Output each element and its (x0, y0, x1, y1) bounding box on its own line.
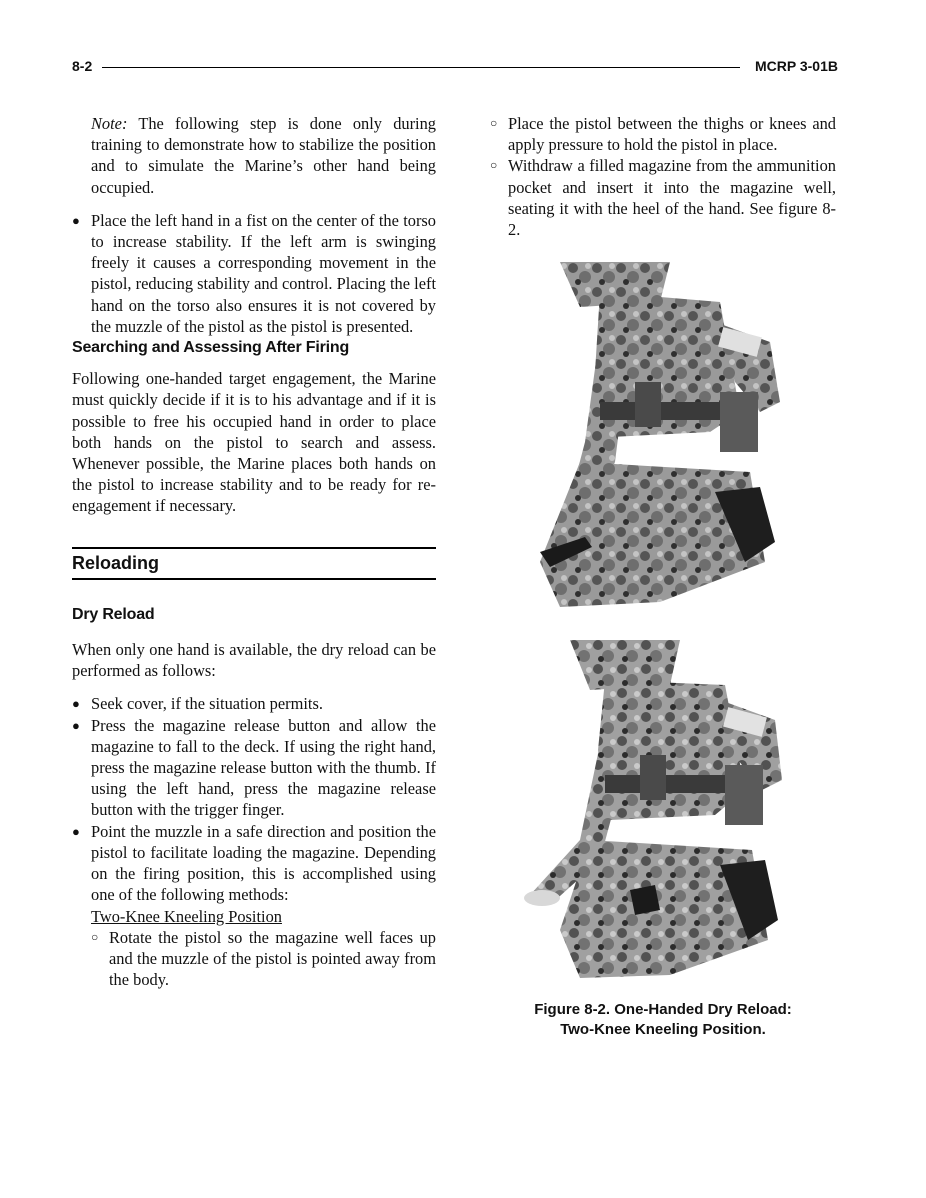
figure-photo-bottom (520, 640, 788, 978)
sub-step-withdraw: ○ Withdraw a filled magazine from the ammunition pocket and insert it into the magazine well, seating it with the heel of the hand. See figure 8-2. (490, 155, 836, 240)
dry-reload-heading: Dry Reload (72, 605, 155, 623)
method-sub-steps (91, 927, 436, 991)
note-text: The following step is done only during training to demonstrate how to stabilize the position and to simulate the Marine’s other hand being occupied. (91, 114, 436, 197)
caption-line-1: Figure 8-2. One-Handed Dry Reload: (534, 1001, 792, 1018)
dry-reload-intro: When only one hand is available, the dry reload can be performed as follows: (72, 640, 436, 681)
dry-reload-steps (72, 693, 436, 990)
figure-caption (490, 1000, 836, 1040)
caption-line-2: Two-Knee Kneeling Position. (560, 1021, 766, 1038)
section-title: Reloading (72, 552, 160, 573)
page-header (72, 58, 838, 78)
step-press-release: ● Press the magazine release button and allow the magazine to fall to the deck. If using the right hand, press the magazine release button with the thumb. If using the left hand, press the magazine release button with the trigger finger. (72, 715, 436, 821)
method-sub-steps-continued (490, 113, 836, 240)
figure-photo-top (520, 262, 788, 608)
searching-paragraph: Following one-handed target engagement, the Marine must quickly decide if it is to his advantage and if it is possible to free his occupied hand in order to place both hands on the pistol to search and assess. Whenever possible, the Marine places both hands on the pistol to increase stability and to be ready for re-engagement if necessary. (72, 369, 436, 516)
reloading-section-header (72, 547, 436, 580)
sub-step-rotate: ○ Rotate the pistol so the magazine well faces up and the muzzle of the pistol is pointed away from the body. (91, 927, 436, 991)
bullet-fist: ● Place the left hand in a fist on the center of the torso to increase stability. If the left arm is swinging freely it causes a corresponding movement in the pistol, reducing stability and control. Placing the left hand on the torso also ensures it is not covered by the muzzle of the pistol as the pistol is presented. (72, 210, 436, 337)
header-rule (102, 67, 740, 68)
fist-bullet-list (72, 210, 436, 337)
left-column (72, 113, 436, 990)
step-point-muzzle (72, 821, 436, 991)
kneeling-marine-photo-2 (520, 640, 788, 978)
step-point-muzzle-text: Point the muzzle in a safe direction and position the pistol to facilitate loading the magazine. Depending on the firing position, this is accomplished using one of the following methods: (91, 821, 436, 905)
right-column (490, 113, 836, 240)
searching-heading: Searching and Assessing After Firing (72, 339, 350, 357)
note-label: Note: (91, 114, 128, 133)
step-seek-cover: ● Seek cover, if the situation permits. (72, 693, 436, 714)
kneeling-marine-photo-1 (520, 262, 788, 608)
method-label: Two-Knee Kneeling Position (91, 906, 282, 926)
page-number: 8-2 (72, 58, 93, 74)
training-note (91, 113, 436, 198)
sub-step-thighs: ○ Place the pistol between the thighs or knees and apply pressure to hold the pistol in place. (490, 113, 836, 155)
document-id: MCRP 3-01B (755, 58, 838, 74)
